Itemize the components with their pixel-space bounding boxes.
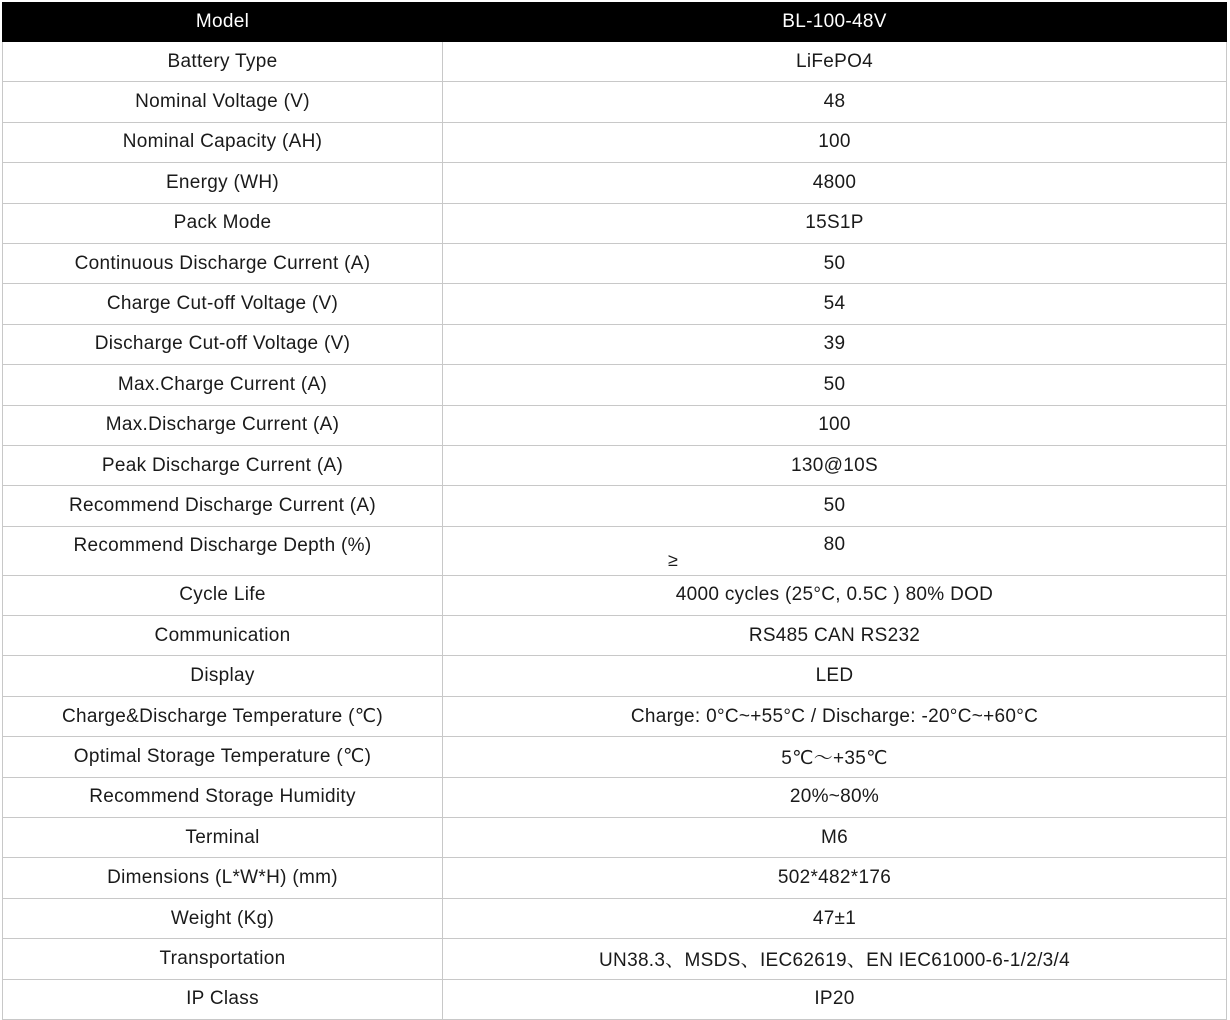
table-row	[3, 616, 1227, 656]
row-label: Max.Discharge Current (A)	[3, 405, 443, 445]
table-row	[3, 575, 1227, 615]
row-value: 54	[443, 284, 1227, 324]
row-label: Peak Discharge Current (A)	[3, 445, 443, 485]
row-label: Pack Mode	[3, 203, 443, 243]
row-value: 100	[443, 122, 1227, 162]
row-label: Battery Type	[3, 42, 443, 82]
greater-equal-symbol: ≥	[668, 549, 679, 570]
table-row	[3, 696, 1227, 736]
row-value: RS485 CAN RS232	[443, 616, 1227, 656]
row-label: Transportation	[3, 939, 443, 979]
row-value: 48	[443, 82, 1227, 122]
table-row	[3, 979, 1227, 1019]
row-label: Discharge Cut-off Voltage (V)	[3, 324, 443, 364]
table-row	[3, 486, 1227, 526]
row-label: Cycle Life	[3, 575, 443, 615]
row-label: Max.Charge Current (A)	[3, 365, 443, 405]
row-label: Energy (WH)	[3, 163, 443, 203]
table-row	[3, 203, 1227, 243]
row-label: Weight (Kg)	[3, 898, 443, 938]
table-row	[3, 737, 1227, 777]
table-row	[3, 284, 1227, 324]
row-value: 502*482*176	[443, 858, 1227, 898]
row-label: Nominal Voltage (V)	[3, 82, 443, 122]
table-row	[3, 777, 1227, 817]
row-value: LED	[443, 656, 1227, 696]
table-row	[3, 42, 1227, 82]
row-value-text: 80	[823, 533, 846, 555]
row-value: 15S1P	[443, 203, 1227, 243]
header-model-value: BL-100-48V	[443, 3, 1227, 42]
table-row	[3, 365, 1227, 405]
row-label: Recommend Storage Humidity	[3, 777, 443, 817]
row-label: IP Class	[3, 979, 443, 1019]
table-row	[3, 163, 1227, 203]
row-label: Recommend Discharge Current (A)	[3, 486, 443, 526]
row-label: Charge&Discharge Temperature (℃)	[3, 696, 443, 736]
row-value: Charge: 0°C~+55°C / Discharge: -20°C~+60°C	[443, 696, 1227, 736]
row-value: IP20	[443, 979, 1227, 1019]
row-value: UN38.3、MSDS、IEC62619、EN IEC61000-6-1/2/3/4	[443, 939, 1227, 979]
row-label-text: Recommend Discharge Depth (%)	[73, 534, 372, 556]
row-label: Nominal Capacity (AH)	[3, 122, 443, 162]
row-value: 5℃～+35℃	[443, 737, 1227, 777]
row-value: 50	[443, 365, 1227, 405]
row-label: Communication	[3, 616, 443, 656]
row-value: 100	[443, 405, 1227, 445]
row-value: 39	[443, 324, 1227, 364]
row-label	[3, 526, 443, 575]
table-row	[3, 243, 1227, 283]
spec-table	[2, 2, 1227, 1020]
row-value: 50	[443, 486, 1227, 526]
row-label: Dimensions (L*W*H) (mm)	[3, 858, 443, 898]
row-value: 20%~80%	[443, 777, 1227, 817]
row-value	[443, 526, 1227, 575]
table-row	[3, 122, 1227, 162]
table-row	[3, 324, 1227, 364]
row-value: LiFePO4	[443, 42, 1227, 82]
row-label: Display	[3, 656, 443, 696]
header-row	[3, 3, 1227, 42]
table-row	[3, 656, 1227, 696]
row-value: 47±1	[443, 898, 1227, 938]
row-label: Charge Cut-off Voltage (V)	[3, 284, 443, 324]
row-value: M6	[443, 818, 1227, 858]
row-label: Optimal Storage Temperature (℃)	[3, 737, 443, 777]
row-value: 130@10S	[443, 445, 1227, 485]
table-row	[3, 445, 1227, 485]
row-label: Continuous Discharge Current (A)	[3, 243, 443, 283]
row-label: Terminal	[3, 818, 443, 858]
table-row	[3, 82, 1227, 122]
table-row	[3, 858, 1227, 898]
row-value: 4000 cycles (25°C, 0.5C ) 80% DOD	[443, 575, 1227, 615]
row-value: 50	[443, 243, 1227, 283]
row-value: 4800	[443, 163, 1227, 203]
table-row	[3, 818, 1227, 858]
table-row	[3, 526, 1227, 575]
header-model-label: Model	[3, 3, 443, 42]
table-row	[3, 405, 1227, 445]
table-row	[3, 898, 1227, 938]
table-row	[3, 939, 1227, 979]
